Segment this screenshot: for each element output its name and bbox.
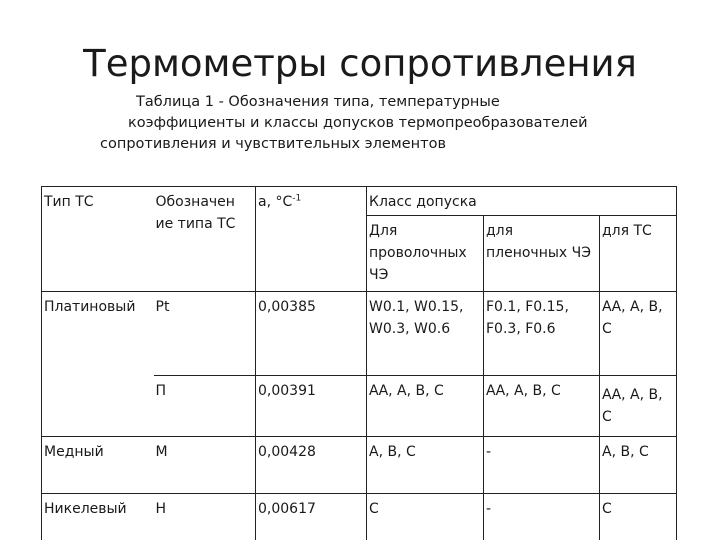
- header-alpha: [256, 187, 367, 292]
- cell-designation: Pt: [154, 292, 256, 376]
- table-row: [42, 494, 677, 540]
- thermometer-table: [41, 186, 677, 540]
- cell-alpha: 0,00617: [256, 494, 367, 540]
- caption-line-1: Таблица 1 - Обозначения типа, температурные: [136, 94, 500, 110]
- cell-film: F0.1, F0.15, F0.3, F0.6: [484, 292, 600, 376]
- header-ts: для ТС: [600, 216, 677, 292]
- cell-ts: А, В, С: [600, 437, 677, 494]
- cell-ts: АА, А, В, С: [600, 292, 677, 376]
- header-alpha-text: а, °С: [258, 194, 293, 210]
- cell-designation: М: [154, 437, 256, 494]
- cell-alpha: 0,00428: [256, 437, 367, 494]
- cell-film: АА, А, В, С: [484, 376, 600, 437]
- cell-ts: С: [600, 494, 677, 540]
- header-film: для пленочных ЧЭ: [484, 216, 600, 292]
- cell-film: -: [484, 494, 600, 540]
- cell-wire: АА, А, В, С: [367, 376, 484, 437]
- header-tolerance-class: Класс допуска: [367, 187, 677, 216]
- table-row: [42, 292, 677, 376]
- slide-title: Термометры сопротивления: [83, 42, 637, 85]
- header-wire: Для проволочных ЧЭ: [367, 216, 484, 292]
- cell-ts: АА, А, В, С: [600, 376, 677, 437]
- cell-type-platinum: Платиновый: [42, 292, 154, 437]
- table-caption: [100, 92, 700, 155]
- cell-wire: W0.1, W0.15, W0.3, W0.6: [367, 292, 484, 376]
- cell-type: Никелевый: [42, 494, 154, 540]
- header-designation: Обозначен ие типа ТС: [154, 187, 256, 292]
- cell-designation: П: [154, 376, 256, 437]
- header-alpha-sup: -1: [292, 193, 302, 204]
- cell-alpha: 0,00391: [256, 376, 367, 437]
- cell-alpha: 0,00385: [256, 292, 367, 376]
- caption-line-2: коэффициенты и классы допусков термопреобразователей: [128, 115, 588, 131]
- table-row: [42, 437, 677, 494]
- cell-wire: С: [367, 494, 484, 540]
- caption-line-3: сопротивления и чувствительных элементов: [100, 136, 447, 152]
- header-type: Тип ТС: [42, 187, 154, 292]
- cell-film: -: [484, 437, 600, 494]
- cell-type: Медный: [42, 437, 154, 494]
- table-header-row: [42, 187, 677, 216]
- cell-designation: Н: [154, 494, 256, 540]
- cell-wire: А, В, С: [367, 437, 484, 494]
